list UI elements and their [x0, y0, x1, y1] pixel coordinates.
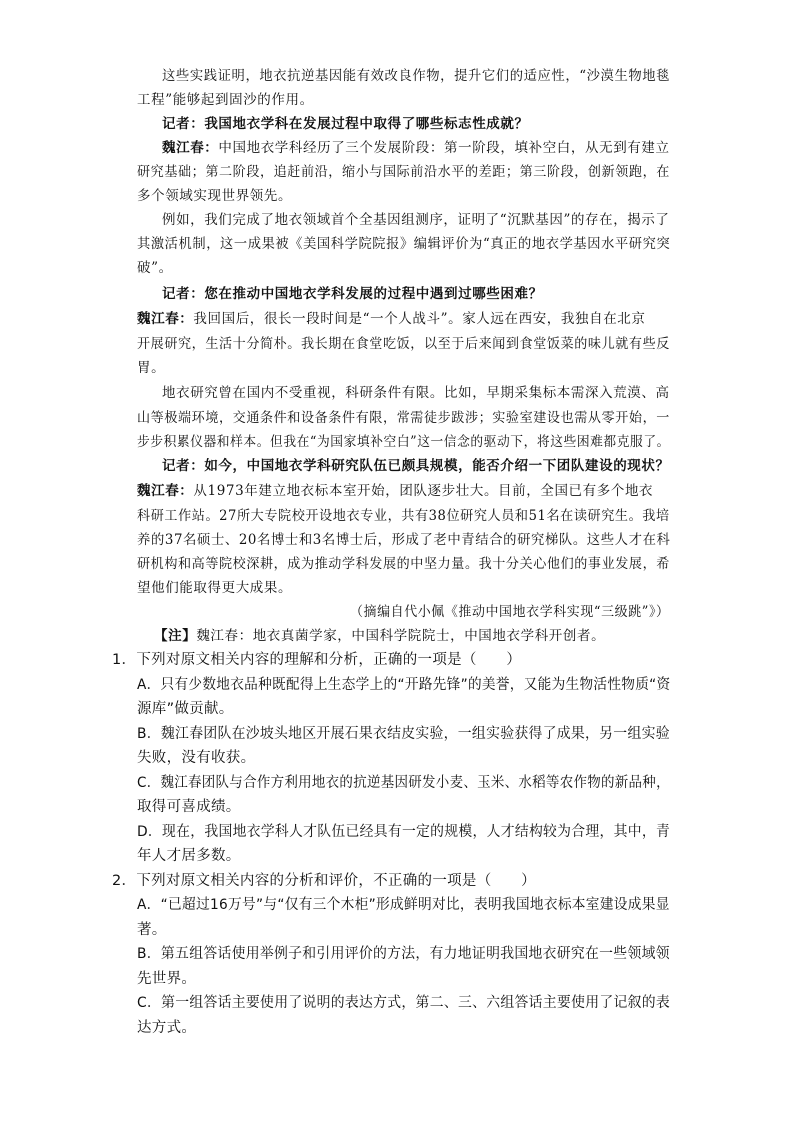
option-b-line1[interactable]: B．魏江春团队在沙坡头地区开展石果衣结皮实验，一组实验获得了成果，另一组实验	[137, 726, 670, 742]
option-b-line1[interactable]: B．第五组答话使用举例子和引用评价的方法，有力地证明我国地衣研究在一些领域领	[137, 946, 670, 962]
note-label: 【注】	[154, 628, 197, 644]
article-line: 破”。	[137, 260, 173, 276]
question-stem: 下列对原文相关内容的分析和评价，不正确的一项是（ ）	[136, 873, 536, 889]
interview-question	[162, 284, 543, 304]
article-line: 养的37名硕士、20名博士和3名博士后，形成了老中青结合的研究梯队。这些人才在科	[137, 532, 671, 548]
option-d-line2: 年人才居多数。	[137, 848, 241, 864]
question-2	[112, 871, 536, 891]
question-text: 如今，中国地衣学科研究队伍已颇具规模，能否介绍一下团队建设的现状？	[204, 458, 670, 474]
option-c-line2: 达方式。	[137, 1020, 197, 1036]
option-d-line1[interactable]: D．现在，我国地衣学科人才队伍已经具有一定的规模，人才结构较为合理，其中，青	[137, 824, 671, 840]
option-b-line2: 失败，没有收获。	[137, 750, 256, 766]
interview-question	[162, 456, 670, 476]
question-stem: 下列对原文相关内容的理解和分析，正确的一项是（ ）	[136, 652, 522, 668]
interview-answer	[162, 138, 670, 158]
article-line: 这些实践证明，地衣抗逆基因能有效改良作物，提升它们的适应性，“沙漠生物地毯	[162, 68, 671, 84]
interview-question	[162, 114, 529, 134]
article-line: 研机构和高等院校深耕，成为推动学科发展的中坚力量。我十分关心他们的事业发展，希	[137, 556, 670, 572]
article-line: 胃。	[137, 360, 166, 376]
article-line: 例如，我们完成了地衣领域首个全基因组测序，证明了“沉默基因”的存在，揭示了	[162, 212, 670, 228]
reporter-label: 记者：	[162, 458, 205, 474]
article-line: 望他们能取得更大成果。	[137, 580, 293, 596]
option-c-line1[interactable]: C．第一组答话主要使用了说明的表达方式，第二、三、六组答话主要使用了记叙的表	[137, 995, 671, 1011]
question-text: 您在推动中国地衣学科发展的过程中遇到过哪些困难？	[204, 286, 543, 302]
article-line: 开展研究，生活十分简朴。我长期在食堂吃饭，以至于后来闻到食堂饭菜的味儿就有些反	[137, 336, 670, 352]
question-1	[112, 650, 521, 670]
question-number: 1．	[112, 652, 137, 668]
question-number: 2．	[112, 873, 137, 889]
option-a-line2: 源库”做贡献。	[137, 701, 234, 717]
answer-text: 从1973年建立地衣标本室开始，团队逐步壮大。目前，全国已有多个地衣	[193, 483, 654, 499]
interview-answer	[137, 481, 653, 501]
article-line: 研究基础；第二阶段，追赶前沿，缩小与国际前沿水平的差距；第三阶段，创新领跑，在	[137, 164, 670, 180]
option-c-line2: 取得可喜成绩。	[137, 799, 241, 815]
article-line: 山等极端环境，交通条件和设备条件有限，常需徒步跋涉；实验室建设也需从零开始，一	[137, 410, 670, 426]
answer-text: 我回国后，很长一段时间是“一个人战斗”。家人远在西安，我独自在北京	[193, 311, 646, 327]
article-line: 其激活机制，这一成果被《美国科学院院报》编辑评价为“真正的地衣学基因水平研究突	[137, 236, 671, 252]
wei-label: 魏江春：	[137, 483, 194, 499]
note	[154, 626, 605, 646]
option-a-line2: 著。	[137, 922, 167, 938]
article-line: 工程”能够起到固沙的作用。	[137, 92, 314, 108]
option-a-line1[interactable]: A．只有少数地衣品种既配得上生态学上的“开路先锋”的美誉，又能为生物活性物质“资	[137, 677, 671, 693]
wei-label: 魏江春：	[162, 140, 219, 156]
wei-label: 魏江春：	[137, 311, 194, 327]
reporter-label: 记者：	[162, 286, 205, 302]
article-line: 科研工作站。27所大专院校开设地衣专业，共有38位研究人员和51名在读研究生。我培	[137, 508, 670, 524]
interview-answer	[137, 309, 646, 329]
answer-text: 中国地衣学科经历了三个发展阶段：第一阶段，填补空白，从无到有建立	[218, 140, 670, 156]
option-b-line2: 先世界。	[137, 971, 197, 987]
source-citation: （摘编自代小佩《推动中国地衣学科实现“三级跳”》）	[350, 604, 670, 620]
article-line: 步步积累仪器和样本。但我在“为国家填补空白”这一信念的驱动下，将这些困难都克服了。	[137, 434, 670, 450]
article-line: 地衣研究曾在国内不受重视，科研条件有限。比如，早期采集标本需深入荒漠、高	[162, 385, 670, 401]
reporter-label: 记者：	[162, 116, 205, 132]
question-text: 我国地衣学科在发展过程中取得了哪些标志性成就？	[204, 116, 529, 132]
option-a-line1[interactable]: A．“已超过16万号”与“仅有三个木柜”形成鲜明对比，表明我国地衣标本室建设成果显	[137, 897, 670, 913]
article-line: 多个领域实现世界领先。	[137, 188, 293, 204]
note-text: 魏江春：地衣真菌学家，中国科学院院士，中国地衣学科开创者。	[196, 628, 606, 644]
option-c-line1[interactable]: C．魏江春团队与合作方利用地衣的抗逆基因研发小麦、玉米、水稻等农作物的新品种，	[137, 775, 670, 791]
